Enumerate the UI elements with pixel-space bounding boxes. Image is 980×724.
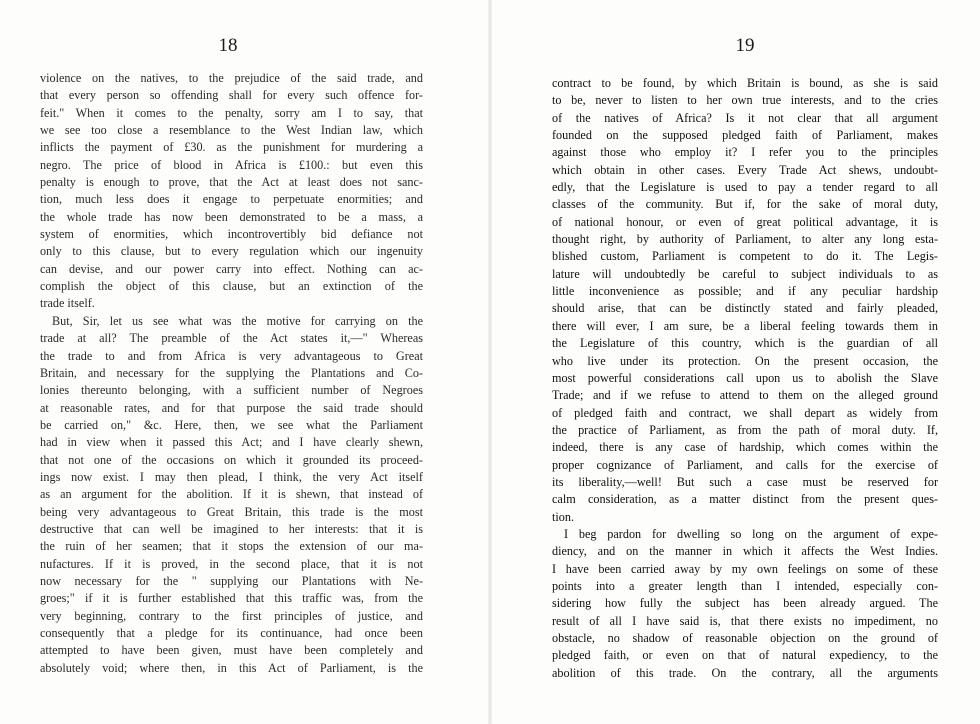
text-line: I have been carried away by my own feelings on some of these — [552, 561, 938, 576]
text-line: trade at all? The preamble of the Act states it,—" Whereas — [40, 331, 423, 346]
text-line: that not one of the occasions on which it grounded its proceed- — [40, 452, 423, 467]
text-line: contract to be found, by which Britain is bound, as she is said — [552, 76, 938, 90]
text-line: tion. — [552, 509, 575, 524]
text-line: of the natives of Africa? Is it not clear that all argument — [552, 110, 938, 125]
text-line: consequently that a pledge for its continuance, had once been — [40, 626, 423, 640]
text-line: to be, never to listen to her own true interests, and to the cries — [552, 93, 938, 108]
left-page-text — [40, 70, 423, 677]
text-line: But, Sir, let us see what was the motive for carrying on the — [52, 313, 423, 328]
right-page-text — [552, 75, 938, 682]
text-line: lonies thereunto belonging, with a sufficient number of Negroes — [40, 383, 423, 398]
text-line: sidering how fully the subject has been already argued. The — [552, 596, 938, 611]
text-line: result of all I have said is, that there exists no impediment, no — [552, 613, 938, 628]
text-line: destructive that can well be imagined to her interests: that it is — [40, 521, 423, 536]
text-line: very beginning, contrary to the first principles of justice, and — [40, 608, 423, 623]
text-line: penalty is enough to prove, that the Act at least does not sanc- — [40, 175, 423, 190]
text-line: ings now exist. I may then plead, I think, the very Act itself — [40, 469, 423, 484]
text-line: can devise, and our power carry into effect. Nothing can ac- — [40, 261, 423, 276]
text-line: I beg pardon for dwelling so long on the argument of expe- — [564, 526, 938, 541]
text-line: nufactures. If it is proved, in the second place, that it is not — [40, 556, 423, 571]
text-line: complish the object of this clause, but an extinction of the — [40, 279, 423, 294]
text-line: groes;" if it is further established that this traffic was, from the — [40, 591, 423, 606]
text-line: edly, that the Legislature is used to pay a tender regard to all — [552, 180, 938, 195]
text-line: who live under its protection. On the present occasion, the — [552, 353, 938, 368]
page-number-right: 19 — [735, 35, 755, 56]
text-line: the trade to and from Africa is very advantageous to Great — [40, 348, 423, 363]
text-line: lature will undoubtedly be careful to subject individuals to as — [552, 266, 938, 281]
text-line: which obtain in other cases. Every Trade Act shews, undoubt- — [552, 162, 938, 177]
text-line: inflicts the payment of £30. as the punishment for murdering a — [40, 140, 423, 155]
text-line: violence on the natives, to the prejudice of the said trade, and — [40, 71, 423, 85]
text-line: proper cognizance of Parliament, and calls for the exercise of — [552, 457, 938, 472]
text-line: of national honour, or even of great political advantage, it is — [552, 214, 938, 229]
page-number-left: 18 — [218, 35, 238, 56]
text-line: Trade; and if we refuse to attend to them on the alleged ground — [552, 388, 938, 403]
text-line: diency, and on the manner in which it affects the West Indies. — [552, 544, 938, 559]
text-line: had in view when it passed this Act; and I have clearly shewn, — [40, 435, 423, 450]
right-page — [490, 0, 980, 724]
text-line: there will ever, I am sure, be a liberal feeling towards them in — [552, 318, 938, 333]
text-line: tion, much less does it engage to perpetuate enormities; and — [40, 192, 423, 207]
text-line: indeed, there is any case of hardship, which comes within the — [552, 440, 938, 455]
text-line: as an argument for the abolition. If it is shewn, that instead of — [40, 487, 423, 502]
text-line: Britain, and necessary for the supplying the Plantations and Co- — [40, 365, 423, 380]
text-line: points into a greater length than I intended, especially con- — [552, 578, 938, 593]
text-line: of pledged faith and contract, we shall depart as widely from — [552, 405, 938, 420]
text-line: the whole trade has now been demonstrated to be a mass, a — [40, 209, 423, 224]
text-line: little inconvenience as possible; and if any peculiar hardship — [552, 284, 938, 299]
text-line: blished custom, Parliament is competent to do it. The Legis- — [552, 249, 938, 264]
text-line: now necessary for the " supplying our Plantations with Ne- — [40, 573, 423, 588]
text-line: calm consideration, as a matter distinct from the present ques- — [552, 492, 938, 507]
text-line: the practice of Parliament, as from the path of moral duty. If, — [552, 422, 938, 437]
text-line: classes of the community. But if, for the sake of moral duty, — [552, 197, 938, 212]
text-line: negro. The price of blood in Africa is £100.: but even this — [40, 157, 423, 172]
text-line: the Legislature of this country, which is the guardian of all — [552, 336, 938, 351]
text-line: the ruin of her seamen; that it stops the extension of our ma- — [40, 539, 423, 554]
text-line: most powerful considerations call upon us to abolish the Slave — [552, 370, 938, 385]
text-line: at reasonable rates, and for that purpose the said trade should — [40, 400, 423, 415]
text-line: being very advantageous to Great Britain, this trade is the most — [40, 504, 423, 519]
text-line: feit." When it comes to the penalty, sorry am I to say, that — [40, 105, 423, 120]
text-line: its liberality,—well! But such a case must be reserved for — [552, 474, 938, 489]
text-line: pledged faith, or even on that of natural expediency, to the — [552, 648, 938, 663]
text-line: absolutely void; where then, in this Act of Parliament, is the — [40, 660, 423, 675]
text-line: we see too close a resemblance to the West Indian law, which — [40, 123, 423, 138]
text-line: trade itself. — [40, 296, 95, 311]
text-line: should arise, that can be distinctly stated and fairly pleaded, — [552, 301, 938, 316]
text-line: thought right, by authority of Parliament, to alter any long esta- — [552, 232, 938, 247]
text-line: that every person so offending shall for every such offence for- — [40, 88, 423, 103]
text-line: founded on the supposed pledged faith of Parliament, makes — [552, 128, 938, 143]
text-line: only to this clause, but to every regulation which our ingenuity — [40, 244, 423, 259]
text-line: system of enormities, which incontrovertibly bid defiance not — [40, 227, 423, 242]
text-line: abolition of this trade. On the contrary, all the arguments — [552, 665, 938, 680]
text-line: be carried on," &c. Here, then, we see what the Parliament — [40, 417, 423, 432]
text-line: against those who employ it? I refer you to the principles — [552, 145, 938, 160]
text-line: attempted to have been given, must have been completely and — [40, 643, 423, 658]
text-line: obstacle, no shadow of reasonable objection on the ground of — [552, 631, 938, 645]
